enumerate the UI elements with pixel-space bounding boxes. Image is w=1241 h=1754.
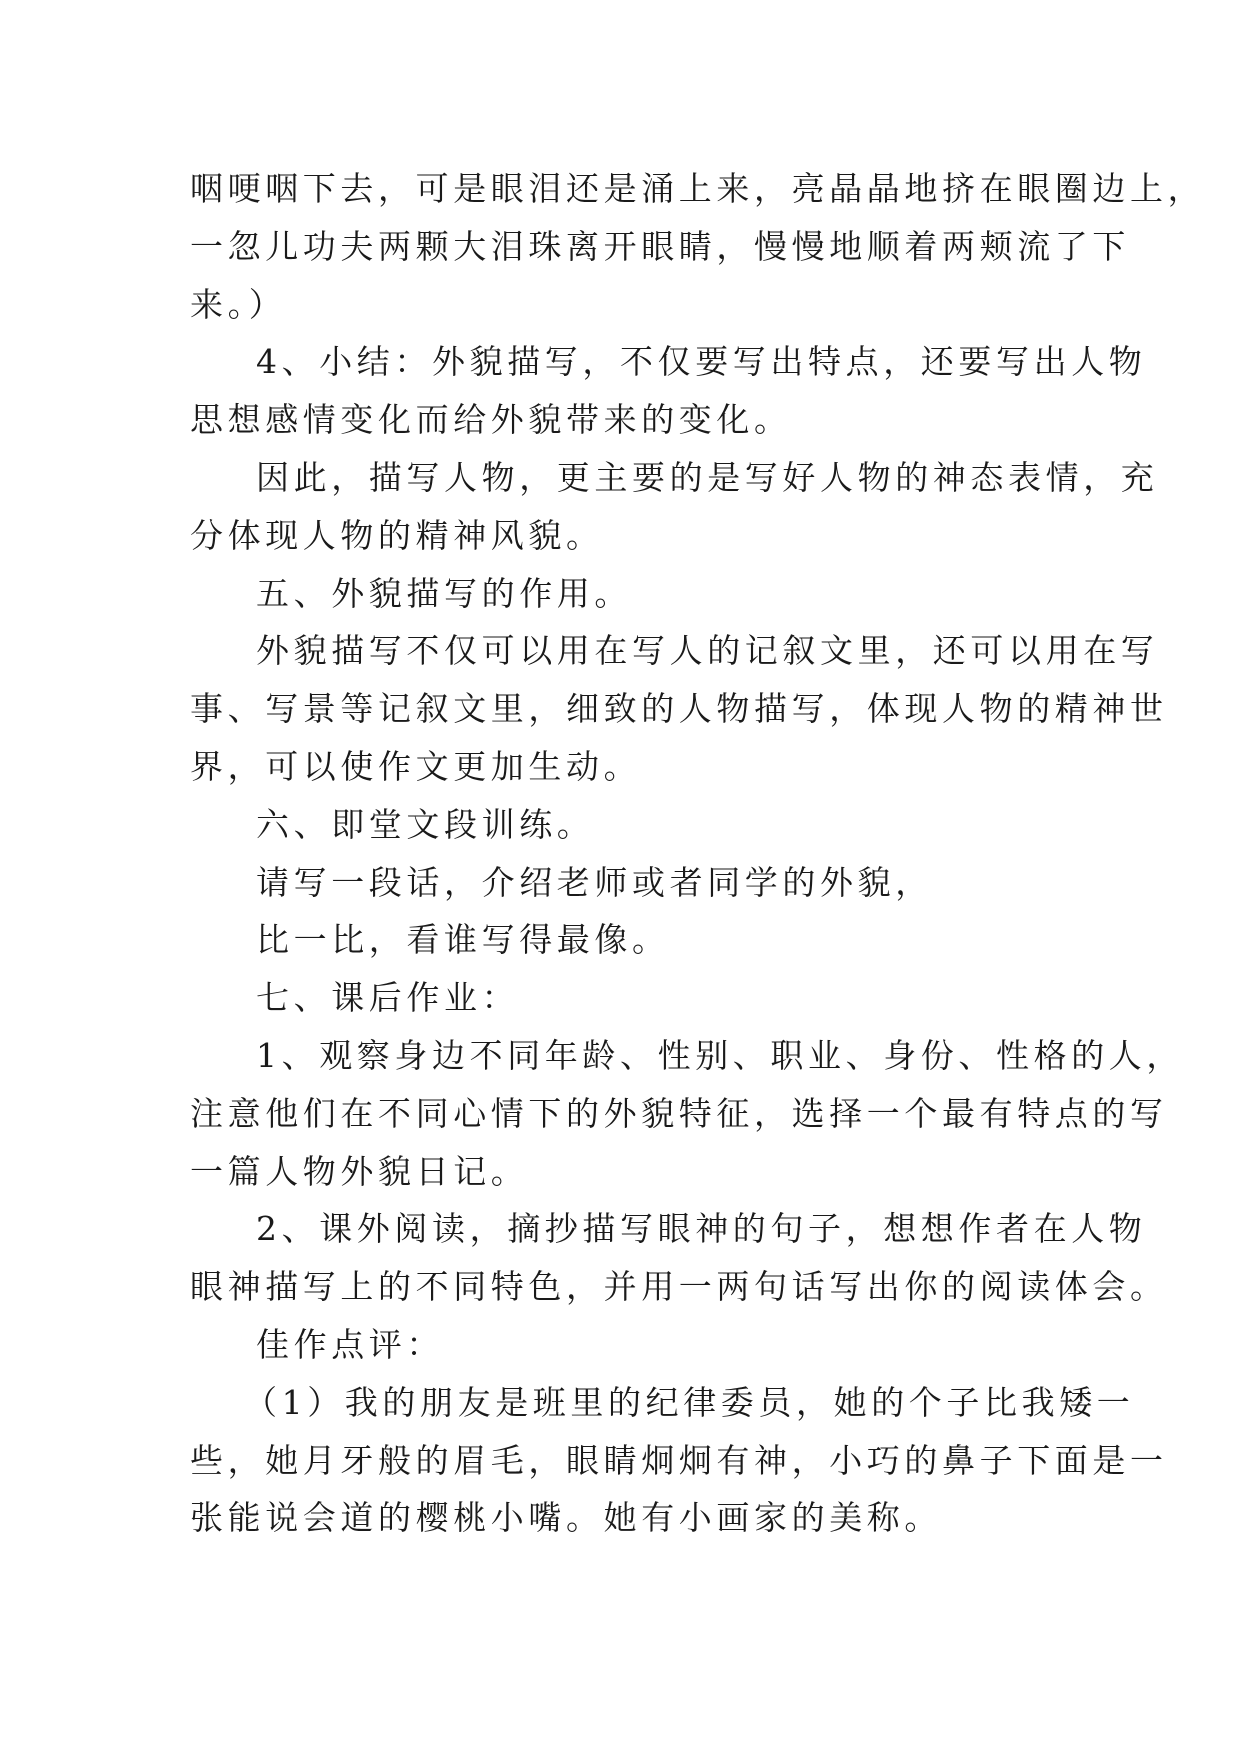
text-line: 眼神描写上的不同特色，并用一两句话写出你的阅读体会。 <box>190 1267 1168 1307</box>
text-line: 来。） <box>190 284 287 324</box>
text-line: 些，她月牙般的眉毛，眼睛炯炯有神，小巧的鼻子下面是一 <box>190 1440 1168 1480</box>
section-heading: 五、外貌描写的作用。 <box>256 573 632 613</box>
text-line: 事、写景等记叙文里，细致的人物描写，体现人物的精神世 <box>190 689 1168 729</box>
section-heading: 七、课后作业： <box>256 978 520 1018</box>
text-line: 一忽儿功夫两颗大泪珠离开眼睛，慢慢地顺着两颊流了下 <box>190 226 1130 266</box>
text-line: 咽哽咽下去，可是眼泪还是涌上来，亮晶晶地挤在眼圈边上， <box>190 169 1206 208</box>
text-line: 思想感情变化而给外貌带来的变化。 <box>190 400 792 440</box>
text-line: 界，可以使作文更加生动。 <box>190 746 642 786</box>
text-line: 因此，描写人物，更主要的是写好人物的神态表情，充 <box>256 457 1159 497</box>
section-heading: 佳作点评： <box>256 1324 444 1364</box>
text-line: 注意他们在不同心情下的外貌特征，选择一个最有特点的写 <box>190 1093 1168 1133</box>
text-line: 一篇人物外貌日记。 <box>190 1151 529 1191</box>
section-heading: 六、即堂文段训练。 <box>256 804 595 844</box>
text-line: 请写一段话，介绍老师或者同学的外貌， <box>256 862 933 902</box>
text-line: 2、课外阅读，摘抄描写眼神的句子，想想作者在人物 <box>256 1209 1147 1249</box>
text-line: 张能说会道的樱桃小嘴。她有小画家的美称。 <box>190 1498 942 1538</box>
text-line: 外貌描写不仅可以用在写人的记叙文里，还可以用在写 <box>256 631 1159 671</box>
text-line: 4、小结：外貌描写，不仅要写出特点，还要写出人物 <box>256 342 1147 382</box>
text-line: （1）我的朋友是班里的纪律委员，她的个子比我矮一 <box>244 1382 1135 1422</box>
text-line: 比一比，看谁写得最像。 <box>256 920 670 960</box>
document-body <box>190 160 1206 1547</box>
text-line: 1、观察身边不同年龄、性别、职业、身份、性格的人， <box>256 1035 1184 1075</box>
text-line: 分体现人物的精神风貌。 <box>190 515 604 555</box>
